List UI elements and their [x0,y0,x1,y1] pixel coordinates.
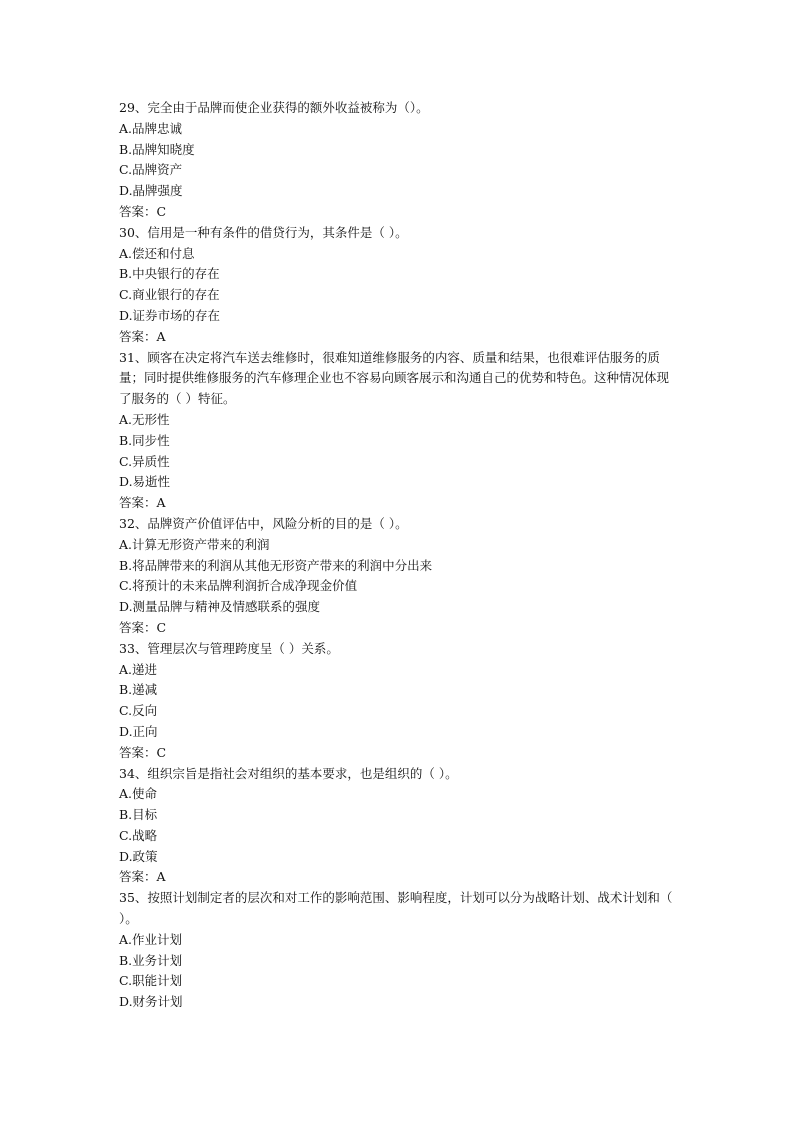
question-block [119,639,679,764]
answer-line: 答案：C [119,744,167,760]
option-c: C.商业银行的存在 [119,287,220,303]
option-b: B.将品牌带来的利润从其他无形资产带来的利润中分出来 [119,557,433,573]
answer-line: 答案：C [119,619,167,635]
question-stem: 35、按照计划制定者的层次和对工作的影响范围、影响程度，计划可以分为战略计划、战术计划和（ ）。 [119,890,673,927]
option-b: B.品牌知晓度 [119,141,195,157]
answer-line: 答案：A [119,328,166,344]
option-c: C.职能计划 [119,973,183,989]
question-stem: 33、管理层次与管理跨度呈（ ）关系。 [119,640,339,656]
question-stem: 34、组织宗旨是指社会对组织的基本要求，也是组织的（ ）。 [119,765,458,781]
option-d: D.证券市场的存在 [119,307,221,323]
question-block [119,514,679,639]
option-a: A.偿还和付息 [119,245,195,261]
option-a: A.作业计划 [119,931,183,947]
option-c: C.将预计的未来品牌利润折合成净现金价值 [119,578,358,594]
option-a: A.计算无形资产带来的利润 [119,536,270,552]
option-a: A.使命 [119,786,158,802]
question-block [119,348,679,514]
option-b: B.递减 [119,682,158,698]
option-a: A.品牌忠诚 [119,120,183,136]
option-c: C.战略 [119,827,158,843]
question-stem: 31、顾客在决定将汽车送去维修时，很难知道维修服务的内容、质量和结果，也很难评估服务的质量；同时提供维修服务的汽车修理企业也不容易向顾客展示和沟通自己的优势和特色。这种情况体现了服务的（ ）特征。 [119,349,670,407]
option-d: D.测量品牌与精神及情感联系的强度 [119,599,321,615]
option-b: B.同步性 [119,432,170,448]
option-d: D.易逝性 [119,474,171,490]
answer-line: 答案：A [119,869,166,885]
document-page [119,98,679,1013]
question-block [119,223,679,348]
answer-line: 答案：C [119,203,167,219]
option-b: B.目标 [119,807,158,823]
question-stem: 30、信用是一种有条件的借贷行为，其条件是（ ）。 [119,224,408,240]
option-b: B.业务计划 [119,952,183,968]
option-c: C.反向 [119,703,158,719]
option-b: B.中央银行的存在 [119,266,220,282]
option-a: A.递进 [119,661,158,677]
question-block [119,764,679,889]
option-c: C.异质性 [119,453,170,469]
option-a: A.无形性 [119,411,170,427]
option-d: D.政策 [119,848,158,864]
question-stem: 29、完全由于品牌而使企业获得的额外收益被称为（）。 [119,100,429,115]
question-block [119,888,679,1013]
option-c: C.品牌资产 [119,162,183,178]
question-stem: 32、品牌资产价值评估中，风险分析的目的是（ ）。 [119,515,408,531]
question-block [119,98,679,223]
option-d: D.晶牌强度 [119,183,183,199]
option-d: D.财务计划 [119,994,183,1010]
answer-line: 答案：A [119,495,166,511]
option-d: D.正向 [119,723,158,739]
